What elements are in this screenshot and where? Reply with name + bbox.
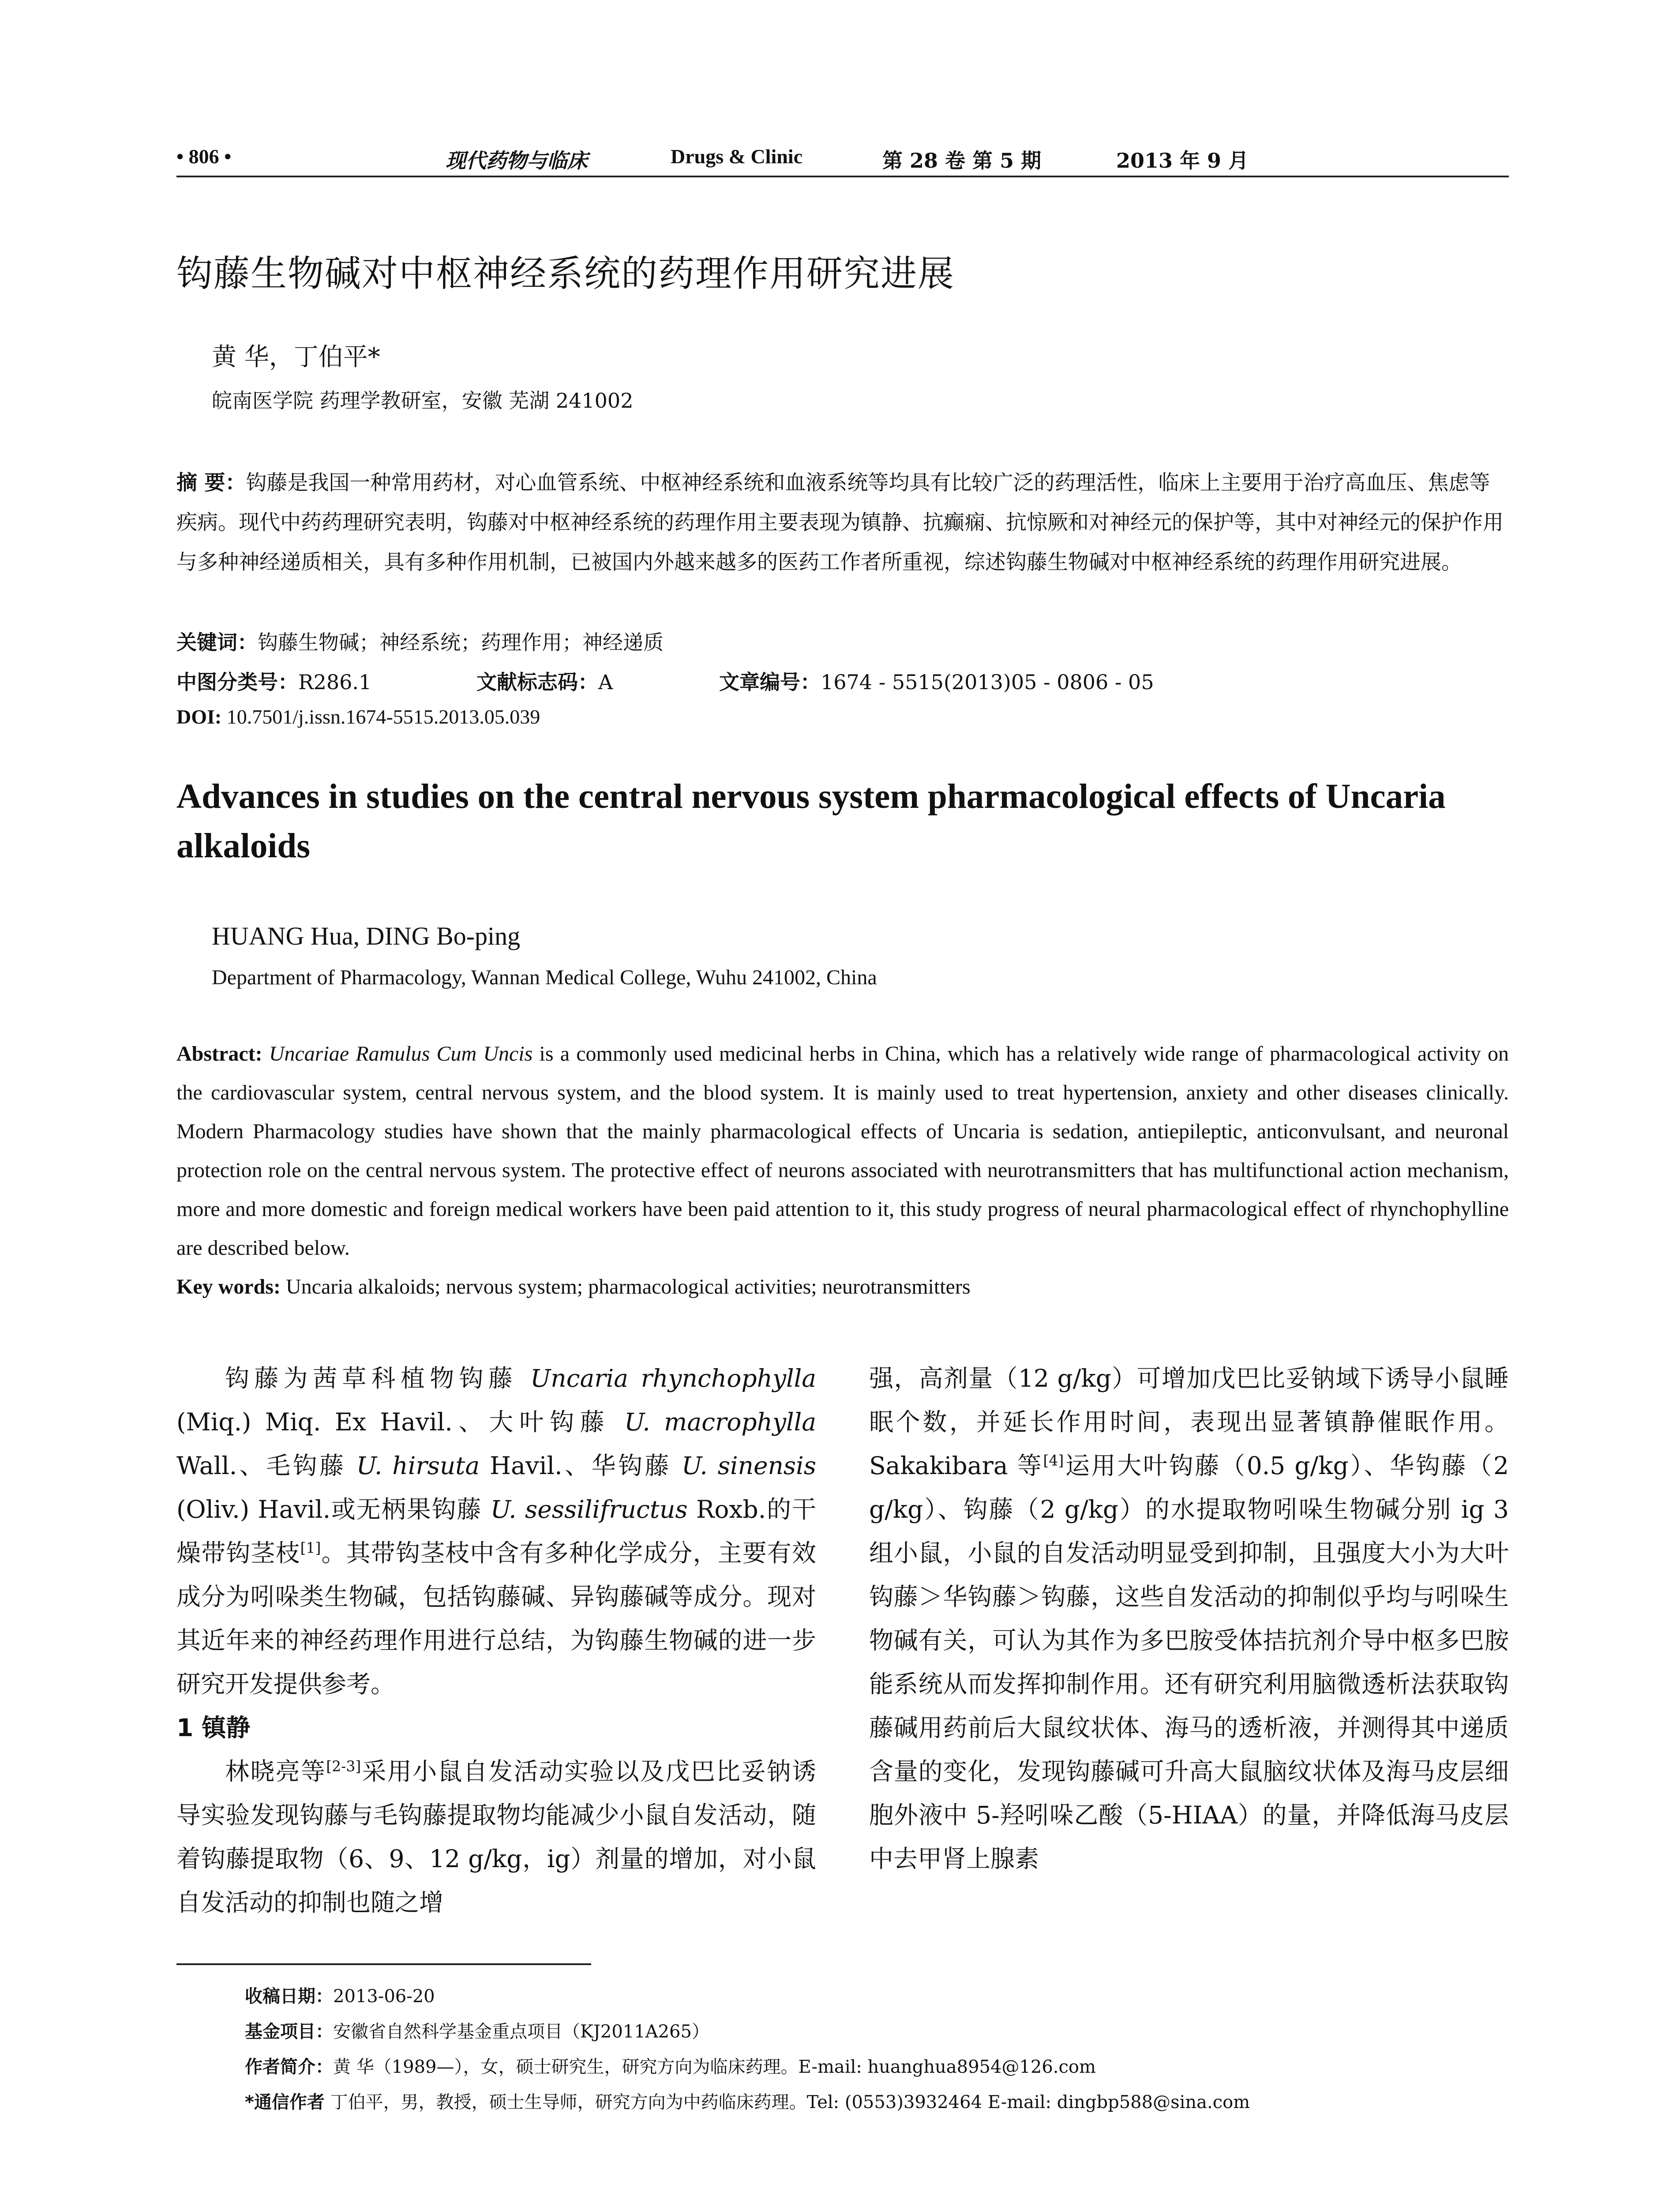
keywords-label-en: Key words: [176, 1275, 281, 1298]
keywords-cn [176, 627, 664, 656]
body-left-column [176, 1357, 816, 1925]
clc-label: 中图分类号： [176, 670, 298, 694]
keywords-label-cn: 关键词： [176, 630, 258, 654]
issue-date: 2013 年 9 月 [1116, 149, 1249, 173]
footnote-divider [176, 1963, 591, 1965]
abstract-italic-term: Uncariae Ramulus Cum Uncis [269, 1042, 533, 1065]
abstract-label-en: Abstract: [176, 1042, 262, 1065]
doi-line [176, 705, 540, 728]
keywords-text-cn: 钩藤生物碱；神经系统；药理作用；神经递质 [258, 630, 664, 654]
citation-ref: [1] [300, 1539, 321, 1557]
english-title: Advances in studies on the central nervous system pharmacological effects of Uncaria alkaloids [176, 777, 1446, 865]
chinese-affiliation: 皖南医学院 药理学教研室，安徽 芜湖 241002 [212, 389, 634, 413]
english-affiliation: Department of Pharmacology, Wannan Medical College, Wuhu 241002, China [212, 966, 877, 989]
abstract-label-cn: 摘 要： [176, 471, 246, 495]
article-number-value: 1674 - 5515(2013)05 - 0806 - 05 [821, 670, 1154, 694]
clc-value: R286.1 [298, 670, 372, 694]
page-number: • 806 • [176, 145, 232, 168]
journal-name-en: Drugs & Clinic [671, 145, 802, 168]
chinese-abstract [176, 463, 1509, 582]
footnote-received: 收稿日期：2013-06-20 [245, 1986, 435, 2007]
english-abstract [176, 1035, 1509, 1306]
article-number-line [719, 666, 1154, 695]
citation-ref: [2-3] [326, 1757, 361, 1775]
journal-name-cn: 现代药物与临床 [446, 149, 588, 173]
footnote-fund: 基金项目：安徽省自然科学基金重点项目（KJ2011A265） [245, 2022, 709, 2042]
doi-label: DOI: [176, 705, 222, 728]
footnote-author: 作者简介：黄 华（1989—），女，硕士研究生，研究方向为临床药理。E-mail: huanghua8954@126.com [245, 2057, 1096, 2077]
volume-issue: 第 28 卷 第 5 期 [882, 149, 1042, 173]
body-paragraph: 强，高剂量（12 g/kg）可增加戊巴比妥钠域下诱导小鼠睡眠个数，并延长作用时间，表现出显著镇静催眠作用。Sakakibara 等[4]运用大叶钩藤（0.5 g/kg）、华钩藤（2 g/kg）、钩藤（2 g/kg）的水提取物吲哚生物碱分别 ig 3 组小鼠，小鼠的自发活动明显受到抑制，且强度大小为大叶钩藤＞华钩藤＞钩藤，这些自发活动的抑制似乎均与吲哚生物碱有关，可认为其作为多巴胺受体拮抗剂介导中枢多巴胺能系统从而发挥抑制作用。还有研究利用脑微透析法获取钩藤碱用药前后大鼠纹状体、海马的透析液，并测得其中递质含量的变化，发现钩藤碱可升高大鼠脑纹状体及海马皮层细胞外液中 5-羟吲哚乙酸（5-HIAA）的量，并降低海马皮层中去甲肾上腺素 [869, 1364, 1509, 1873]
footnote-corresponding: *通信作者 丁伯平，男，教授，硕士生导师，研究方向为中药临床药理。Tel: (0553)3932464 E-mail: dingbp588@sina.com [245, 2092, 1250, 2112]
doc-code-label: 文献标志码： [476, 670, 598, 694]
chinese-authors: 黄 华，丁伯平* [212, 343, 380, 371]
english-authors: HUANG Hua, DING Bo-ping [212, 922, 521, 950]
footnotes [245, 1979, 1250, 2120]
chinese-title: 钩藤生物碱对中枢神经系统的药理作用研究进展 [176, 253, 955, 295]
section-heading: 1 镇静 [176, 1714, 251, 1742]
keywords-text-en: Uncaria alkaloids; nervous system; pharmacological activities; neurotransmitters [280, 1275, 971, 1298]
classification-line [176, 666, 371, 695]
abstract-text-cn: 钩藤是我国一种常用药材，对心血管系统、中枢神经系统和血液系统等均具有比较广泛的药理活性，临床上主要用于治疗高血压、焦虑等疾病。现代中药药理研究表明，钩藤对中枢神经系统的药理作用主要表现为镇静、抗癫痫、抗惊厥和对神经元的保护等，其中对神经元的保护作用与多种神经递质相关，具有多种作用机制，已被国内外越来越多的医药工作者所重视，综述钩藤生物碱对中枢神经系统的药理作用研究进展。 [176, 471, 1504, 574]
citation-ref: [4] [1043, 1452, 1064, 1469]
body-paragraph: 林晓亮等[2-3]采用小鼠自发活动实验以及戊巴比妥钠诱导实验发现钩藤与毛钩藤提取物均能减少小鼠自发活动，随着钩藤提取物（6、9、12 g/kg，ig）剂量的增加，对小鼠自发活动的抑制也随之增 [176, 1757, 816, 1917]
doc-code-value: A [598, 670, 613, 694]
article-number-label: 文章编号： [719, 670, 821, 694]
running-header [176, 140, 1509, 177]
doi-value: 10.7501/j.issn.1674-5515.2013.05.039 [221, 705, 540, 728]
body-paragraph: 钩藤为茜草科植物钩藤 Uncaria rhynchophylla (Miq.) Miq. Ex Havil.、大叶钩藤 U. macrophylla Wall.、毛钩藤 U. hirsuta Havil.、华钩藤 U. sinensis (Oliv.) Havil.或无柄果钩藤 U. sessilifructus Roxb.的干燥带钩茎枝[1]。其带钩茎枝中含有多种化学成分，主要有效成分为吲哚类生物碱，包括钩藤碱、异钩藤碱等成分。现对其近年来的神经药理作用进行总结，为钩藤生物碱的进一步研究开发提供参考。 [176, 1364, 817, 1698]
body-right-column [869, 1357, 1509, 1881]
doc-code-line [476, 666, 613, 695]
abstract-text-en: is a commonly used medicinal herbs in China, which has a relatively wide range of pharmacological activity on the cardiovascular system, central nervous system, and the blood system. It is mainly used to treat hypertension, anxiety and other diseases clinically. Modern Pharmacology studies have shown that the mainly pharmacological effects of Uncaria is sedation, antiepileptic, anticonvulsant, and neuronal protection role on the central nervous system. The protective effect of neurons associated with neurotransmitters that has multifunctional action mechanism, more and more domestic and foreign medical workers have been paid attention to it, this study progress of neural pharmacological effect of rhynchophylline are described below. [176, 1042, 1509, 1260]
